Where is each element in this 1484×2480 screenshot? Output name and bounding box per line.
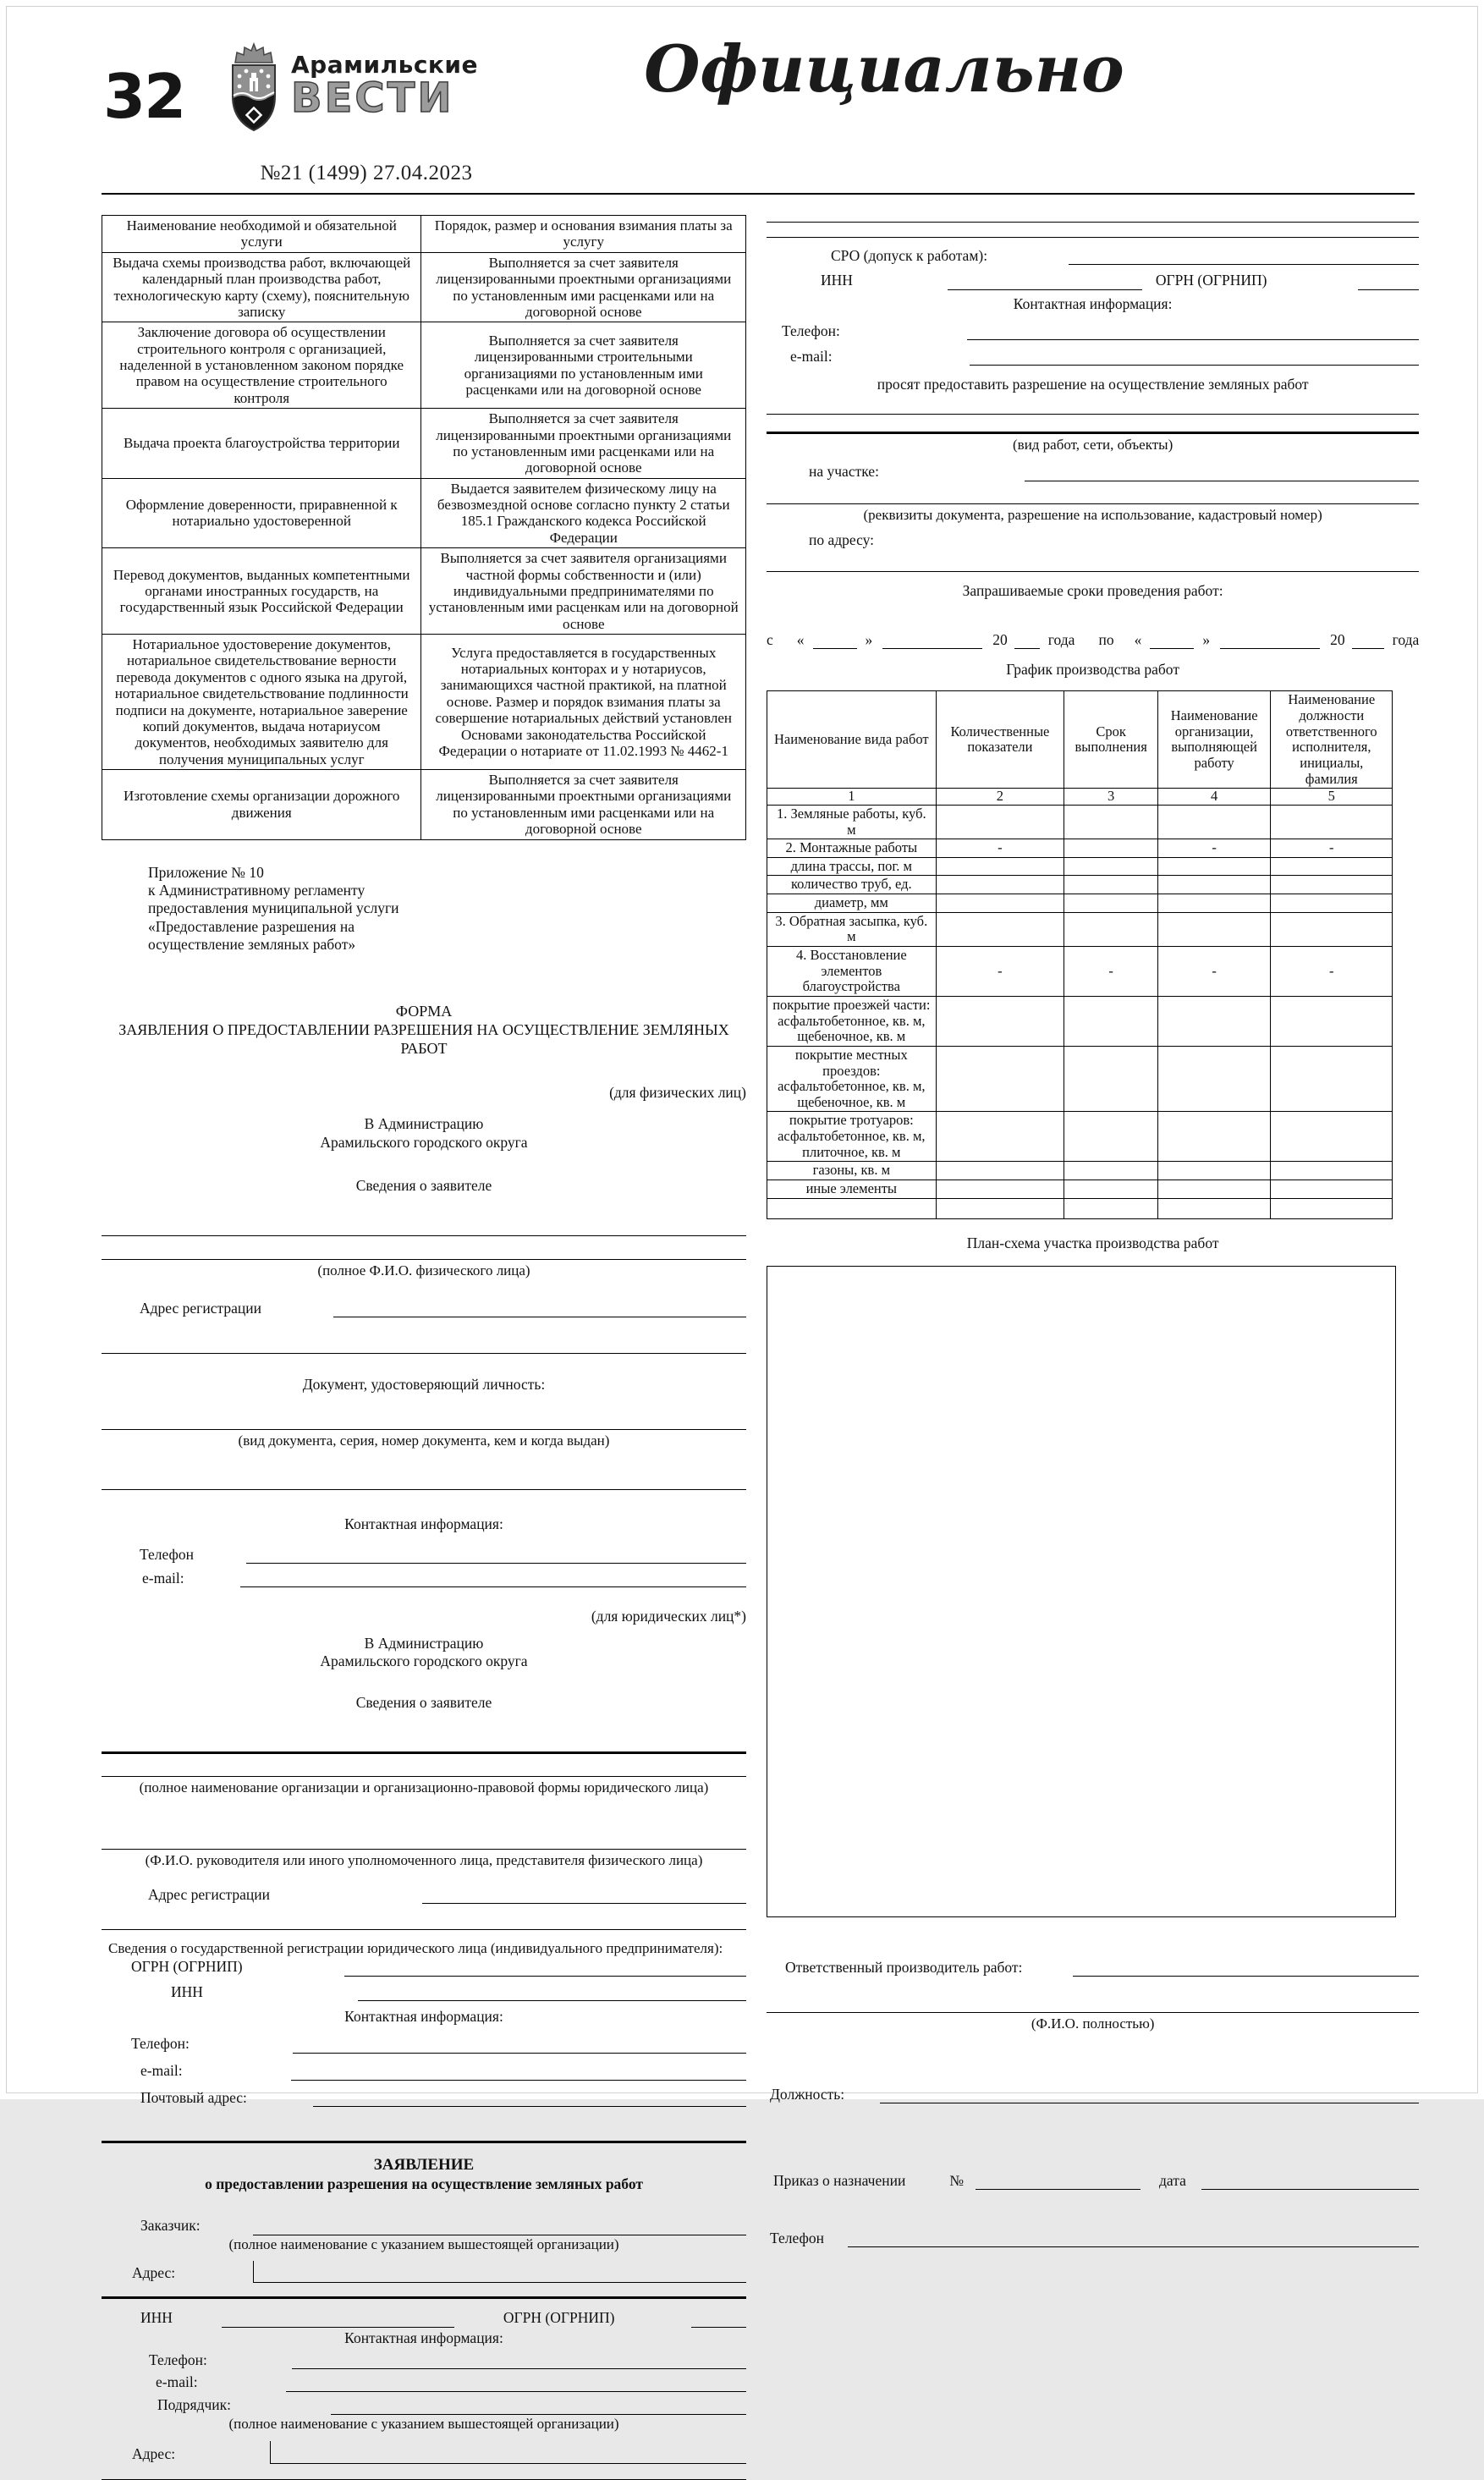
value-cell — [936, 1162, 1064, 1180]
value-cell: - — [936, 947, 1064, 997]
order-number-line — [976, 2171, 1140, 2190]
blank-line — [767, 222, 1419, 223]
inn-line — [948, 272, 1142, 290]
appendix-line: «Предоставление разрешения на — [148, 917, 355, 935]
value-cell — [1158, 1162, 1271, 1180]
page-number: 32 — [103, 61, 185, 132]
identity-doc-title: Документ, удостоверяющий личность: — [302, 1376, 546, 1394]
postal-address-row — [102, 2089, 746, 2108]
addressee-block — [102, 1115, 746, 1152]
services-col1-header: Наименование необходимой и обязательной услуги — [102, 216, 421, 253]
phone-line — [967, 322, 1419, 340]
applicant-info-title-legal: Сведения о заявителе — [355, 1694, 492, 1712]
site-row — [767, 463, 1419, 481]
addressee-line2: Арамильского городского округа — [320, 1652, 528, 1669]
email-label: e-mail: — [790, 347, 833, 365]
work-type-cell: 4. Восстановление элементов благоустройства — [767, 947, 937, 997]
service-payment-cell: Выполняется за счет заявителя лицензированными строительными организациями по установленным ими расценками или на договорной основе — [421, 322, 746, 409]
service-payment-cell: Выполняется за счет заявителя организациями частной формы собственности и (или) индивидуальными предпринимателями по установленным ими расценкам или на договорной основе — [421, 548, 746, 635]
schedule-row — [767, 947, 1393, 997]
service-name-cell: Нотариальное удостоверение документов, нотариальное свидетельствование верности перевода документов с одного языка на другой, нотариальное свидетельствование подлинности подписи на документе, нотариальное заверение копий документов, выдача нотариусом документов, необходимых заявителю для получения муниципальных услуг — [102, 635, 421, 770]
ogrn-label: ОГРН (ОГРНИП) — [503, 2309, 615, 2327]
schedule-col-header: Количественные показатели — [936, 691, 1064, 789]
service-payment-cell: Услуга предоставляется в государственных нотариальных конторах и у нотариусов, занимающихся частной практикой, на платной основе. Размер и порядок взимания платы за совершение нотариальных действий установлен Основами законодательства Российской Федерации о нотариате от 11.02.1993 № 4462-1 — [421, 635, 746, 770]
appendix-line: предоставления муниципальной услуги — [148, 899, 399, 917]
table-row — [102, 548, 746, 635]
customer-row — [102, 2217, 746, 2235]
contractor-row — [102, 2396, 746, 2415]
value-cell — [1064, 912, 1158, 946]
inn-line — [358, 1983, 746, 2002]
blank-line — [102, 1429, 746, 1430]
value-cell — [1158, 912, 1271, 946]
addressee-line2: Арамильского городского округа — [320, 1133, 528, 1151]
section-divider — [102, 2479, 746, 2480]
appendix-line: к Административному регламенту — [148, 881, 366, 899]
service-name-cell: Выдача схемы производства работ, включающей календарный план производства работ, технологическую карту (схему), пояснительную записку — [102, 252, 421, 322]
service-name-cell: Изготовление схемы организации дорожного движения — [102, 770, 421, 840]
work-type-cell: 2. Монтажные работы — [767, 839, 937, 858]
value-cell: - — [1064, 947, 1158, 997]
value-cell: - — [1158, 947, 1271, 997]
addressee-block-legal — [102, 1635, 746, 1671]
address-line — [253, 2261, 746, 2283]
inn-label: ИНН — [171, 1983, 203, 2001]
schedule-row-empty — [767, 1198, 1393, 1218]
ogrn-label: ОГРН (ОГРНИП) — [131, 1958, 243, 1976]
schedule-number-row — [767, 789, 1393, 806]
schedule-row — [767, 996, 1393, 1046]
email-line — [286, 2373, 746, 2392]
inn-label: ИНН — [140, 2309, 173, 2327]
month-line — [882, 630, 982, 649]
service-name-cell: Выдача проекта благоустройства территории — [102, 409, 421, 479]
value-cell — [1271, 1112, 1393, 1162]
registration-address-label: Адрес регистрации — [140, 1299, 261, 1317]
ogrn-line — [344, 1958, 746, 1977]
phone-row-legal — [102, 2035, 746, 2054]
work-type-cell: газоны, кв. м — [767, 1162, 937, 1180]
schedule-title: График производства работ — [1006, 661, 1179, 679]
ogrn-label: ОГРН (ОГРНИП) — [1155, 272, 1267, 289]
contact-info-title-right: Контактная информация: — [1013, 294, 1173, 312]
sro-row — [767, 246, 1419, 265]
inn-line — [222, 2309, 454, 2328]
order-date-label: дата — [1159, 2172, 1186, 2190]
appendix-line: осуществление земляных работ» — [148, 935, 356, 953]
email-label: e-mail: — [142, 1569, 184, 1586]
table-row — [102, 478, 746, 548]
section-divider — [102, 2141, 746, 2143]
value-cell — [1271, 857, 1393, 876]
address-line — [270, 2441, 746, 2463]
schedule-row — [767, 1162, 1393, 1180]
year-line — [1014, 630, 1040, 649]
value-cell — [1271, 1198, 1393, 1218]
work-type-cell: длина трассы, пог. м — [767, 857, 937, 876]
fio-full-caption: (Ф.И.О. полностью) — [1031, 2015, 1155, 2032]
blank-line-thick — [102, 1751, 746, 1754]
col-number: 5 — [1271, 789, 1393, 806]
blank-line-thick — [767, 432, 1419, 434]
quote-close: » — [1202, 630, 1211, 648]
address-label: Адрес: — [132, 2264, 176, 2282]
customer-caption: (полное наименование с указанием вышестоящей организации) — [228, 2235, 619, 2252]
value-cell — [1158, 805, 1271, 839]
work-type-cell: иные элементы — [767, 1180, 937, 1199]
services-table — [102, 215, 746, 840]
service-payment-cell: Выполняется за счет заявителя лицензированными проектными организациями по установленным ими расценками или на договорной основе — [421, 409, 746, 479]
blank-line — [102, 1776, 746, 1777]
site-label: на участке: — [809, 463, 879, 481]
value-cell — [1064, 1180, 1158, 1199]
blank-line — [767, 571, 1419, 572]
quote-open: « — [1134, 630, 1142, 648]
appointment-order-row — [767, 2171, 1419, 2190]
dates-title: Запрашиваемые сроки проведения работ: — [962, 581, 1223, 599]
addressee-line1: В Администрацию — [364, 1634, 484, 1652]
form-title-line2: ЗАЯВЛЕНИЯ О ПРЕДОСТАВЛЕНИИ РАЗРЕШЕНИЯ НА ОСУЩЕСТВЛЕНИЕ ЗЕМЛЯНЫХ РАБОТ — [118, 1021, 729, 1058]
day-line — [813, 630, 857, 649]
year-word: года — [1392, 630, 1420, 648]
left-column — [102, 215, 746, 2480]
schedule-row — [767, 912, 1393, 946]
state-registration-title: Сведения о государственной регистрации юридического лица (индивидуального предпринимателя): — [108, 1939, 723, 1956]
request-line: просят предоставить разрешение на осуществление земляных работ — [877, 375, 1309, 393]
schedule-row — [767, 857, 1393, 876]
phone-row-right — [767, 322, 1419, 340]
table-row — [102, 409, 746, 479]
work-type-cell: покрытие проезжей части: асфальтобетонное, кв. м, щебеночное, кв. м — [767, 996, 937, 1046]
phone-label: Телефон: — [149, 2351, 207, 2368]
email-row-right — [767, 347, 1419, 366]
address-label: Адрес: — [132, 2445, 176, 2463]
year-line — [1352, 630, 1384, 649]
order-number-sign: № — [949, 2172, 965, 2190]
plan-caption: План-схема участка производства работ — [966, 1234, 1219, 1251]
email-row-app — [102, 2373, 746, 2392]
service-payment-cell: Выполняется за счет заявителя лицензированными проектными организациями по установленным ими расценками или на договорной основе — [421, 770, 746, 840]
phone-line — [848, 2229, 1419, 2247]
blank-line — [102, 1353, 746, 1354]
form-title — [102, 1003, 746, 1059]
month-line — [1220, 630, 1320, 649]
section-divider — [102, 2296, 746, 2299]
phone-line — [293, 2035, 746, 2054]
blank-line — [767, 2012, 1419, 2013]
responsible-line — [1073, 1958, 1419, 1977]
issue-number: №21 (1499) 27.04.2023 — [260, 162, 473, 184]
postal-address-label: Почтовый адрес: — [140, 2089, 247, 2107]
email-row-legal — [102, 2062, 746, 2081]
blank-line — [102, 1849, 746, 1850]
phone-line — [292, 2351, 746, 2369]
value-cell — [1064, 894, 1158, 913]
value-cell — [1158, 1112, 1271, 1162]
email-row — [102, 1569, 746, 1587]
address-label-right: по адресу: — [809, 531, 875, 548]
right-column — [767, 215, 1419, 2480]
value-cell — [936, 894, 1064, 913]
value-cell — [936, 857, 1064, 876]
value-cell — [1271, 1046, 1393, 1112]
value-cell — [1064, 1162, 1158, 1180]
phone-row-app — [102, 2351, 746, 2369]
value-cell: - — [936, 839, 1064, 858]
value-cell — [936, 1046, 1064, 1112]
phone-label: Телефон — [140, 1546, 194, 1564]
applicant-info-title: Сведения о заявителе — [355, 1177, 492, 1195]
value-cell — [1271, 894, 1393, 913]
legal-address-row — [102, 1885, 746, 1904]
value-cell — [1064, 1112, 1158, 1162]
work-type-cell: 1. Земляные работы, куб. м — [767, 805, 937, 839]
value-cell — [1271, 1180, 1393, 1199]
table-row — [102, 770, 746, 840]
value-cell — [1271, 1162, 1393, 1180]
value-cell — [936, 912, 1064, 946]
addressee-line1: В Администрацию — [364, 1115, 484, 1133]
col-number: 1 — [767, 789, 937, 806]
blank-line — [102, 1929, 746, 1930]
value-cell — [1271, 912, 1393, 946]
phone-label: Телефон: — [131, 2035, 190, 2053]
application-subtitle: о предоставлении разрешения на осуществление земляных работ — [205, 2175, 643, 2192]
phone-label: Телефон: — [782, 322, 840, 339]
customer-label: Заказчик: — [140, 2217, 201, 2235]
col-number: 2 — [936, 789, 1064, 806]
for-individuals-note: (для физических лиц) — [609, 1084, 746, 1102]
year-prefix: 20 — [1330, 630, 1345, 648]
value-cell — [1158, 1046, 1271, 1112]
value-cell — [1064, 857, 1158, 876]
contractor-caption: (полное наименование с указанием вышестоящей организации) — [228, 2415, 619, 2432]
year-word: года — [1047, 630, 1075, 648]
value-cell — [936, 876, 1064, 894]
contact-info-title: Контактная информация: — [344, 1515, 503, 1533]
phone-label: Телефон — [770, 2229, 824, 2246]
form-title-line1: ФОРМА — [395, 1003, 453, 1020]
registration-address-row — [102, 1299, 746, 1317]
service-name-cell: Оформление доверенности, приравненной к нотариально удостоверенной — [102, 478, 421, 548]
schedule-row — [767, 876, 1393, 894]
value-cell — [1064, 839, 1158, 858]
masthead-bottom: ВЕСТИ — [291, 74, 454, 123]
application-title: ЗАЯВЛЕНИЕ — [373, 2156, 475, 2175]
phone-row — [102, 1545, 746, 1564]
email-label: e-mail: — [156, 2373, 198, 2391]
order-label: Приказ о назначении — [773, 2172, 906, 2190]
schedule-row — [767, 839, 1393, 858]
inn-label: ИНН — [821, 272, 853, 289]
value-cell — [936, 1198, 1064, 1218]
registration-address-label: Адрес регистрации — [148, 1885, 270, 1903]
value-cell — [936, 1112, 1064, 1162]
blank-line — [767, 414, 1419, 415]
table-row — [102, 635, 746, 770]
service-name-cell: Заключение договора об осуществлении строительного контроля с организацией, наделенной в установленном законом порядке правом на осуществление строительного контроля — [102, 322, 421, 409]
contact-info-title-legal: Контактная информация: — [344, 2008, 503, 2026]
value-cell — [1271, 876, 1393, 894]
blank-line — [767, 237, 1419, 238]
schedule-row — [767, 1046, 1393, 1112]
registration-address-line — [422, 1885, 746, 1904]
responsible-label: Ответственный производитель работ: — [785, 1958, 1023, 1976]
phone-footer-row — [767, 2229, 1419, 2247]
value-cell — [936, 805, 1064, 839]
date-from-word: с — [767, 630, 773, 648]
position-row — [767, 2086, 1419, 2104]
email-line — [291, 2062, 746, 2081]
ogrn-line — [691, 2309, 746, 2328]
work-type-cell: 3. Обратная засыпка, куб. м — [767, 912, 937, 946]
value-cell: - — [1158, 839, 1271, 858]
table-header-row — [102, 216, 746, 253]
work-schedule-table — [767, 690, 1393, 1218]
blank-line — [102, 1235, 746, 1236]
year-prefix: 20 — [992, 630, 1008, 648]
value-cell — [1158, 1198, 1271, 1218]
inn-ogrn-row-right — [767, 272, 1419, 290]
service-name-cell: Перевод документов, выданных компетентными органами иностранных государств, на государственный язык Российской Федерации — [102, 548, 421, 635]
value-cell — [936, 1180, 1064, 1199]
schedule-col-header: Наименование вида работ — [767, 691, 937, 789]
schedule-col-header: Наименование должности ответственного исполнителя, инициалы, фамилия — [1271, 691, 1393, 789]
contractor-line — [331, 2396, 746, 2415]
value-cell — [936, 996, 1064, 1046]
order-date-line — [1201, 2171, 1419, 2190]
value-cell: - — [1271, 839, 1393, 858]
phone-line — [246, 1545, 746, 1564]
work-type-cell: количество труб, ед. — [767, 876, 937, 894]
value-cell — [1158, 996, 1271, 1046]
position-label: Должность: — [770, 2086, 845, 2103]
for-legal-note: (для юридических лиц*) — [591, 1608, 746, 1625]
work-type-cell: покрытие местных проездов: асфальтобетонное, кв. м, щебеночное, кв. м — [767, 1046, 937, 1112]
value-cell — [1158, 894, 1271, 913]
site-plan-box — [767, 1266, 1396, 1917]
schedule-header-row — [767, 691, 1393, 789]
work-kind-caption: (вид работ, сети, объекты) — [1013, 437, 1173, 454]
schedule-col-header: Срок выполнения — [1064, 691, 1158, 789]
contractor-address-row — [102, 2441, 746, 2463]
contractor-label: Подрядчик: — [157, 2396, 232, 2414]
value-cell — [1158, 857, 1271, 876]
responsible-row — [767, 1958, 1419, 1977]
inn-ogrn-row — [102, 2309, 746, 2328]
quote-close: » — [865, 630, 873, 648]
col-number: 3 — [1064, 789, 1158, 806]
email-line — [240, 1569, 746, 1587]
inn-row — [102, 1983, 746, 2002]
schedule-row — [767, 894, 1393, 913]
org-name-caption: (полное наименование организации и организационно-правовой формы юридического лица) — [139, 1779, 709, 1795]
coat-of-arms-icon — [227, 42, 281, 137]
sro-label: СРО (допуск к работам): — [831, 246, 988, 264]
sro-line — [1069, 246, 1419, 265]
site-line — [1025, 463, 1419, 481]
masthead-top: Арамильские — [291, 51, 479, 79]
ogrn-line — [1358, 272, 1419, 290]
value-cell — [1271, 996, 1393, 1046]
schedule-row — [767, 1180, 1393, 1199]
schedule-row — [767, 805, 1393, 839]
blank-line — [102, 1489, 746, 1490]
email-line — [970, 347, 1420, 366]
value-cell — [1158, 876, 1271, 894]
position-line — [880, 2086, 1419, 2104]
table-row — [102, 322, 746, 409]
head-fio-caption: (Ф.И.О. руководителя или иного уполномоченного лица, представителя физического лица) — [145, 1852, 703, 1869]
work-type-cell: диаметр, мм — [767, 894, 937, 913]
appendix-line: Приложение № 10 — [148, 863, 264, 881]
fio-caption: (полное Ф.И.О. физического лица) — [317, 1262, 530, 1279]
blank-line — [767, 503, 1419, 504]
table-row — [102, 252, 746, 322]
value-cell — [1271, 805, 1393, 839]
date-to-word: по — [1098, 630, 1114, 648]
value-cell — [1064, 996, 1158, 1046]
value-cell — [1064, 876, 1158, 894]
identity-doc-caption: (вид документа, серия, номер документа, кем и когда выдан) — [238, 1432, 610, 1449]
customer-line — [253, 2217, 746, 2235]
schedule-row — [767, 1112, 1393, 1162]
requisites-caption: (реквизиты документа, разрешение на использование, кадастровый номер) — [863, 506, 1322, 523]
col-number: 4 — [1158, 789, 1271, 806]
appendix-note — [148, 864, 746, 954]
header-rule — [102, 193, 1415, 195]
work-type-cell: покрытие тротуаров: асфальтобетонное, кв. м, плиточное, кв. м — [767, 1112, 937, 1162]
registration-address-line — [333, 1299, 746, 1317]
service-payment-cell: Выдается заявителем физическому лицу на безвозмездной основе согласно пункту 2 статьи 185.1 Гражданского кодекса Российской Федерации — [421, 478, 746, 548]
value-cell: - — [1271, 947, 1393, 997]
section-title: Официально — [644, 31, 1124, 107]
page-header — [102, 32, 1415, 193]
email-label: e-mail: — [140, 2062, 183, 2080]
postal-address-line — [313, 2089, 746, 2108]
work-type-cell — [767, 1198, 937, 1218]
value-cell — [1064, 1046, 1158, 1112]
value-cell — [1064, 805, 1158, 839]
schedule-col-header: Наименование организации, выполняющей работу — [1158, 691, 1271, 789]
services-col2-header: Порядок, размер и основания взимания платы за услугу — [421, 216, 746, 253]
customer-address-row — [102, 2261, 746, 2283]
quote-open: « — [796, 630, 805, 648]
date-range-row — [767, 630, 1419, 649]
contact-info-title-app: Контактная информация: — [344, 2329, 503, 2346]
blank-line — [102, 1259, 746, 1260]
value-cell — [1064, 1198, 1158, 1218]
service-payment-cell: Выполняется за счет заявителя лицензированными проектными организациями по установленным ими расценками или на договорной основе — [421, 252, 746, 322]
day-line — [1150, 630, 1194, 649]
ogrn-row — [102, 1958, 746, 1977]
value-cell — [1158, 1180, 1271, 1199]
